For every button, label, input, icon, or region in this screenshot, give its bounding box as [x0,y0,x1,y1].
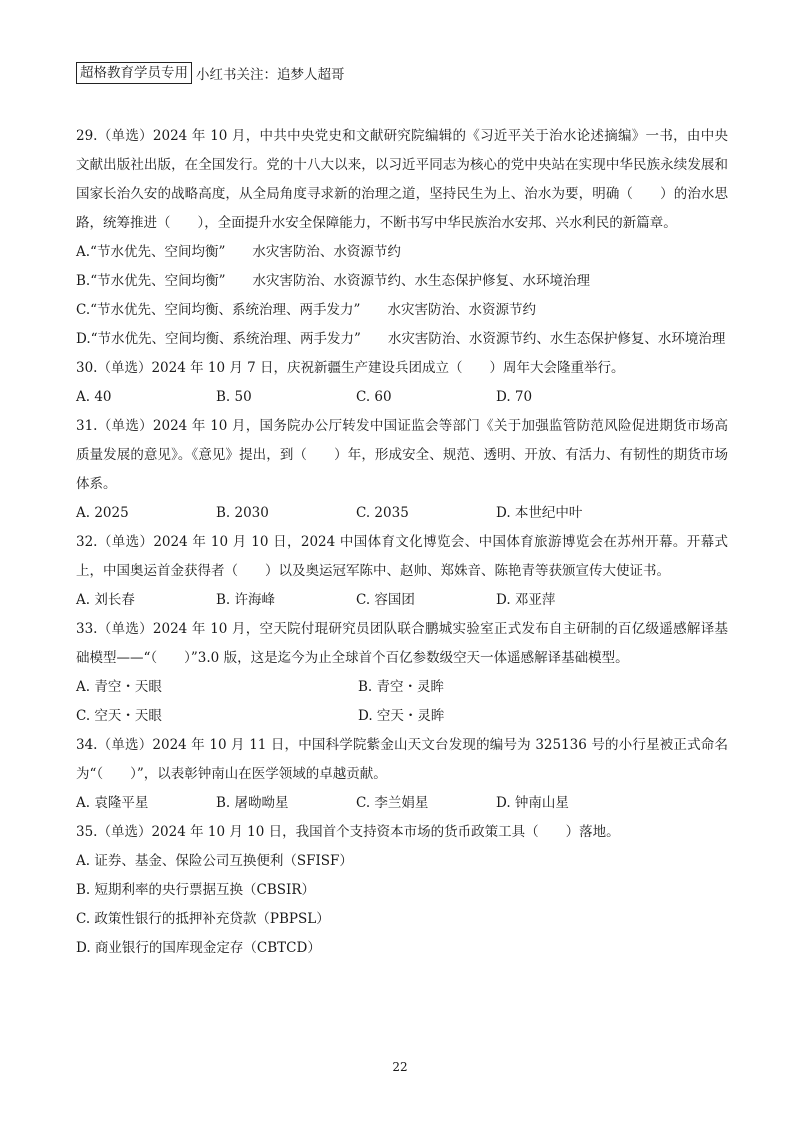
option-c: C. 60 [356,389,392,405]
option-b: B. 短期利率的央行票据互换（CBSIR） [76,882,315,898]
question-32 [76,528,728,615]
page-number: 22 [392,1060,408,1074]
header-note: 小红书关注：追梦人超哥 [196,67,345,83]
option-b: B.“节水优先、空间均衡” 水灾害防治、水资源节约、水生态保护修复、水环境治理 [76,273,591,289]
question-stem: 33.（单选）2024 年 10 月，空天院付琨研究员团队联合鹏城实验室正式发布自主研制的百亿级遥感解译基础模型——“（ ）”3.0 版，这是迄今为止全球首个百亿参数级空天一体遥感解译基础模型。 [76,621,728,666]
question-stem: 34.（单选）2024 年 10 月 11 日，中国科学院紫金山天文台发现的编号为 325136 号的小行星被正式命名为“（ ）”，以表彰钟南山在医学领域的卓越贡献。 [76,737,728,782]
question-list [76,122,728,963]
question-stem: 30.（单选）2024 年 10 月 7 日，庆祝新疆生产建设兵团成立（ ）周年大会隆重举行。 [76,360,625,376]
option-b: B. 许海峰 [216,592,276,608]
question-35 [76,818,728,963]
option-c: C. 政策性银行的抵押补充贷款（PBPSL） [76,911,330,927]
options-row [76,789,728,818]
question-stem: 29.（单选）2024 年 10 月，中共中央党史和文献研究院编辑的《习近平关于治水论述摘编》一书，由中央文献出版社出版，在全国发行。党的十八大以来，以习近平同志为核心的党中央站在实现中华民族永续发展和国家长治久安的战略高度，从全局角度寻求新的治理之道，坚持民生为上、治水为要，明确（ ）的治水思路，统筹推进（ ），全面提升水安全保障能力，不断书写中华民族治水安邦、兴水利民的新篇章。 [76,128,728,231]
question-stem: 31.（单选）2024 年 10 月，国务院办公厅转发中国证监会等部门《关于加强监管防范风险促进期货市场高质量发展的意见》。《意见》提出，到（ ）年，形成安全、规范、透明、开放、有活力、有韧性的期货市场体系。 [76,418,728,492]
question-33 [76,615,728,731]
option-a: A. 证券、基金、保险公司互换便利（SFISF） [76,853,353,869]
options-row [76,586,728,615]
option-a: A. 40 [76,389,112,405]
option-b: B. 50 [216,389,252,405]
option-c: C. 空天・天眼 [76,708,162,724]
option-b: B. 青空・灵眸 [358,679,445,695]
options-row [76,499,728,528]
header-boxed-label: 超格教育学员专用 [76,62,192,84]
question-31 [76,412,728,528]
question-34 [76,731,728,818]
options-row [76,383,728,412]
option-d: D. 70 [496,389,533,405]
question-stem: 35.（单选）2024 年 10 月 10 日，我国首个支持资本市场的货币政策工具（ ）落地。 [76,824,620,840]
question-29 [76,122,728,354]
option-a: A. 刘长春 [76,592,135,608]
option-a: A. 青空・天眼 [76,679,162,695]
option-a: A.“节水优先、空间均衡” 水灾害防治、水资源节约 [76,244,401,260]
option-c: C.“节水优先、空间均衡、系统治理、两手发力” 水灾害防治、水资源节约 [76,302,536,318]
option-a: A. 袁隆平星 [76,795,149,811]
question-stem: 32.（单选）2024 年 10 月 10 日，2024 中国体育文化博览会、中国体育旅游博览会在苏州开幕。开幕式上，中国奥运首金获得者（ ）以及奥运冠军陈中、赵帅、郑姝音、陈艳青等获颁宣传大使证书。 [76,534,728,579]
option-c: C. 容国团 [356,592,415,608]
option-d: D. 本世纪中叶 [496,505,583,521]
option-d: D. 商业银行的国库现金定存（CBTCD） [76,940,321,956]
page-header [76,62,345,84]
option-c: C. 李兰娟星 [356,795,429,811]
options-row [76,702,728,731]
option-c: C. 2035 [356,505,409,521]
option-b: B. 屠呦呦星 [216,795,289,811]
options-row [76,673,728,702]
option-d: D.“节水优先、空间均衡、系统治理、两手发力” 水灾害防治、水资源节约、水生态保护修复、水环境治理 [76,331,726,347]
question-30 [76,354,728,412]
option-a: A. 2025 [76,505,129,521]
option-d: D. 空天・灵眸 [358,708,445,724]
option-d: D. 钟南山星 [496,795,569,811]
option-b: B. 2030 [216,505,269,521]
option-d: D. 邓亚萍 [496,592,556,608]
